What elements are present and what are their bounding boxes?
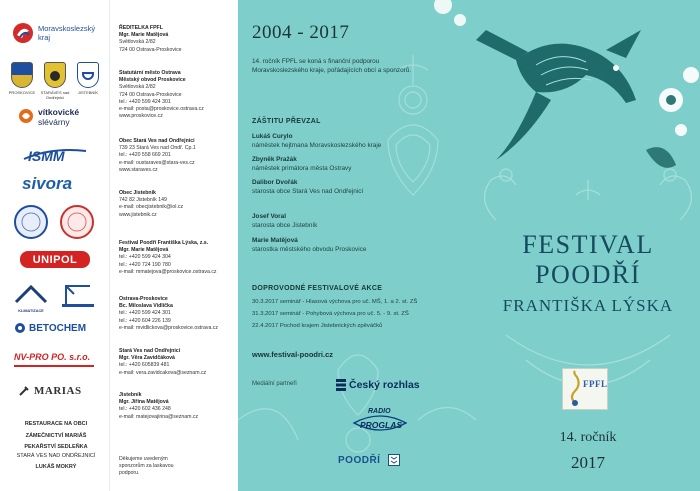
sponsor-zamecnictvi: ZÁMEČNICTVÍ MARIÁŠ bbox=[25, 432, 87, 439]
patron-item bbox=[252, 236, 472, 254]
msk-logo bbox=[12, 22, 34, 44]
patron-item bbox=[252, 212, 472, 230]
vitkovice-line2: slévárny bbox=[38, 117, 70, 127]
cesky-rozhlas-mark-icon bbox=[336, 379, 346, 391]
klimatizace-logo bbox=[14, 284, 48, 313]
patron-item bbox=[252, 132, 472, 150]
text-sponsors bbox=[4, 420, 108, 472]
contact-email[interactable]: e-mail: obecjistebnik@iol.cz bbox=[119, 204, 184, 211]
ismm-logo bbox=[22, 145, 88, 163]
cover-panel bbox=[476, 0, 700, 491]
thanks-note: Děkujeme uvedeným sponzorům za laskavou podporu. bbox=[119, 456, 174, 477]
sponsor-restaurace: RESTAURACE NA OBCI bbox=[24, 421, 88, 427]
fpfl-letters: FPFL bbox=[583, 379, 608, 389]
msk-name bbox=[38, 24, 95, 42]
crest-stara-ves bbox=[40, 62, 70, 100]
patron-role: starosta obce Jistebník bbox=[252, 222, 318, 229]
crane-icon bbox=[60, 282, 96, 308]
msk-emblem-icon bbox=[12, 22, 34, 44]
patron-role: náměstek primátora města Ostravy bbox=[252, 165, 352, 172]
crest-proskovice bbox=[8, 62, 36, 95]
betochem-mark-icon bbox=[14, 322, 26, 334]
poodri-text: POODŘÍ bbox=[338, 454, 381, 466]
sponsor-pekarstvi: PEKAŘSTVÍ SEDLEŇKA bbox=[24, 444, 88, 450]
contact-line: tel.: +420 599 424 304 bbox=[119, 254, 171, 261]
patron-role: náměstek hejtmana Moravskoslezského kraje bbox=[252, 142, 382, 149]
contact-block bbox=[119, 240, 237, 276]
contact-line: Světlovská 2/82 bbox=[119, 84, 156, 91]
patron-name: Marie Matějová bbox=[252, 237, 298, 244]
events-heading: DOPROVODNÉ FESTIVALOVÉ AKCE bbox=[252, 285, 383, 292]
contact-line: Světlovská 2/82 bbox=[119, 39, 156, 46]
proglas-text: PROGLAS bbox=[360, 420, 403, 430]
cover-title-frantiska-lyska: FRANTIŠKA LÝSKA bbox=[502, 296, 674, 315]
event-item: 22.4.2017 Pochod krajem Jistebnických zpěváčků bbox=[252, 323, 383, 329]
poodri-logo bbox=[338, 454, 400, 466]
msk-name-line2: kraj bbox=[38, 33, 51, 42]
betochem-logo bbox=[14, 322, 86, 334]
contact-title: Obec Stará Ves nad Ondřejnicí bbox=[119, 138, 195, 144]
contact-line: tel.: +420 604 226 139 bbox=[119, 317, 171, 324]
sponsor-lukas-mokry: LUKÁŠ MOKRÝ bbox=[35, 464, 77, 470]
contact-title: Statutární město Ostrava bbox=[119, 70, 181, 76]
wrench-icon bbox=[18, 385, 30, 397]
contact-block bbox=[119, 25, 237, 54]
msk-name-line1: Moravskoslezský bbox=[38, 24, 96, 33]
patronage-heading: ZÁŠTITU PŘEVZAL bbox=[252, 118, 321, 125]
contact-email[interactable]: e-mail: matejovajirina@seznam.cz bbox=[119, 413, 199, 420]
vitkovice-line1: vítkovické bbox=[38, 107, 80, 117]
contact-email[interactable]: e-mail: vera.zavidcakova@seznam.cz bbox=[119, 369, 207, 376]
marias-logo bbox=[18, 384, 84, 398]
contact-line: Městský obvod Proskovice bbox=[119, 77, 186, 84]
unipol-logo bbox=[20, 251, 90, 268]
radio-proglas-logo bbox=[350, 405, 410, 439]
contact-block bbox=[119, 296, 237, 332]
edition-year: 2017 bbox=[571, 453, 605, 472]
crest-caption: STARÁVES nad Ondřejnicí bbox=[40, 90, 70, 100]
unipol-text: UNIPOL bbox=[32, 253, 78, 266]
vitkovice-swirl-icon bbox=[18, 108, 34, 124]
edition-number: 14. ročník bbox=[559, 430, 617, 445]
sivora-logo: sivora bbox=[22, 174, 73, 193]
contact-title: Ostrava-Proskovice bbox=[119, 296, 168, 302]
patron-item bbox=[252, 155, 472, 173]
event-item: 31.3.2017 seminář - Pohybová výchova pro uč. 5. - 9. st. ZŠ bbox=[252, 311, 409, 317]
intro-text: 14. ročník FPFL se koná s finanční podporou Moravskoslezského kraje, pořádajících obcí a sponzorů. bbox=[252, 58, 412, 74]
ismm-text: ISMM bbox=[28, 148, 65, 164]
contact-line: 739 23 Stará Ves nad Ondř. Cp.1 bbox=[119, 145, 196, 152]
cover-title-festival: FESTIVAL bbox=[522, 230, 654, 259]
contact-line: tel.: +420 602 436 248 bbox=[119, 406, 171, 413]
crest-caption: PROSKOVICE bbox=[8, 90, 36, 95]
sponsor-pekarstvi-place: STARÁ VES NAD ONDŘEJNICÍ bbox=[16, 452, 96, 459]
contact-block bbox=[119, 138, 237, 174]
contact-line: tel.: +420 558 669 201 bbox=[119, 152, 171, 159]
betochem-text: BETOCHEM bbox=[29, 322, 87, 334]
contact-title: Obec Jistebník bbox=[119, 190, 156, 196]
fpfl-emblem bbox=[562, 368, 608, 410]
contact-line: Mgr. Marie Matějová bbox=[119, 32, 169, 39]
patron-name: Zbyněk Pražák bbox=[252, 156, 297, 163]
contact-block bbox=[119, 348, 237, 377]
seal-right-logo bbox=[60, 205, 94, 239]
contact-line: Mgr. Věra Zavidčáková bbox=[119, 355, 175, 362]
contact-block bbox=[119, 190, 237, 219]
radio-text: RADIO bbox=[368, 408, 391, 415]
contact-block bbox=[119, 392, 237, 421]
vitkovice-logo bbox=[18, 108, 34, 129]
patron-role: starostka městského obvodu Proskovice bbox=[252, 246, 367, 253]
years-heading: 2004 - 2017 bbox=[252, 22, 350, 43]
contact-line: 724 00 Ostrava-Proskovice bbox=[119, 91, 182, 98]
media-partners-label: Mediální partneři bbox=[252, 381, 297, 387]
nv-pro-logo bbox=[14, 347, 94, 367]
house-roof-icon bbox=[14, 284, 48, 304]
cesky-rozhlas-logo bbox=[336, 379, 420, 391]
seal-left-logo bbox=[14, 205, 48, 239]
cover-title-poodri: POODŘÍ bbox=[535, 260, 641, 289]
klimatizace-text: KLIMATIZACE bbox=[18, 309, 44, 313]
crest-jistebnik bbox=[77, 62, 99, 95]
contact-line: tel.: +420 724 190 780 bbox=[119, 261, 171, 268]
contact-email[interactable]: e-mail: mvidlickova@proskovice.ostrava.cz bbox=[119, 324, 218, 331]
contact-website[interactable]: www.proskovice.cz bbox=[119, 113, 163, 120]
contact-line: tel.: +420 599 424 301 bbox=[119, 98, 171, 105]
treble-clef-icon bbox=[563, 369, 609, 411]
patron-name: Josef Voral bbox=[252, 213, 286, 220]
contact-line: Mgr. Jiřina Matějová bbox=[119, 399, 169, 406]
contact-email[interactable]: e-mail: posta@proskovice.ostrava.cz bbox=[119, 106, 204, 113]
contact-email[interactable]: e-mail: oustaraves@stara-ves.cz bbox=[119, 159, 195, 166]
contact-line: Mgr. Marie Matějová bbox=[119, 247, 169, 254]
contact-line: 742 82 Jistebník 149 bbox=[119, 197, 167, 204]
patron-role: starosta obce Stará Ves nad Ondřejnicí bbox=[252, 188, 364, 195]
festival-website-link[interactable]: www.festival-poodri.cz bbox=[252, 350, 333, 359]
contact-title: Jistebník bbox=[119, 392, 142, 398]
poodri-book-icon bbox=[388, 454, 400, 466]
contact-website[interactable]: www.staraves.cz bbox=[119, 166, 158, 173]
contact-block bbox=[119, 70, 237, 120]
contact-title: ŘEDITELKA FPFL bbox=[119, 25, 163, 31]
patron-name: Dalibor Dvořák bbox=[252, 179, 298, 186]
nv-pro-text: NV-PRO PO. s.r.o. bbox=[14, 352, 91, 362]
contact-title: Festival Poodří Františka Lýska, z.s. bbox=[119, 240, 209, 246]
sponsor-logos-panel bbox=[0, 0, 110, 491]
info-panel bbox=[238, 0, 476, 491]
marias-text: MARIAS bbox=[34, 385, 82, 397]
patron-name: Lukáš Curylo bbox=[252, 133, 293, 140]
cesky-rozhlas-text: Český rozhlas bbox=[349, 379, 420, 391]
contact-line: tel.: +420 599 424 301 bbox=[119, 310, 171, 317]
contact-website[interactable]: www.jistebnik.cz bbox=[119, 211, 157, 218]
contact-line: Bc. Miloslava Vidlička bbox=[119, 303, 173, 310]
contact-email[interactable]: e-mail: mmatejova@proskovice.ostrava.cz bbox=[119, 268, 217, 275]
vitkovice-name bbox=[38, 107, 79, 127]
contact-line: 724 00 Ostrava-Proskovice bbox=[119, 46, 182, 53]
crest-caption: JISTEBNÍK bbox=[77, 90, 99, 95]
event-item: 30.3.2017 seminář - Hlasová výchova pro uč. MŠ, 1. a 2. st. ZŠ bbox=[252, 299, 418, 305]
patron-item bbox=[252, 178, 472, 196]
second-industrial-logo bbox=[60, 282, 96, 313]
contacts-panel bbox=[110, 0, 238, 491]
contact-title: Stará Ves nad Ondřejnicí bbox=[119, 348, 181, 354]
contact-line: tel.: +420 605839 481 bbox=[119, 362, 170, 369]
